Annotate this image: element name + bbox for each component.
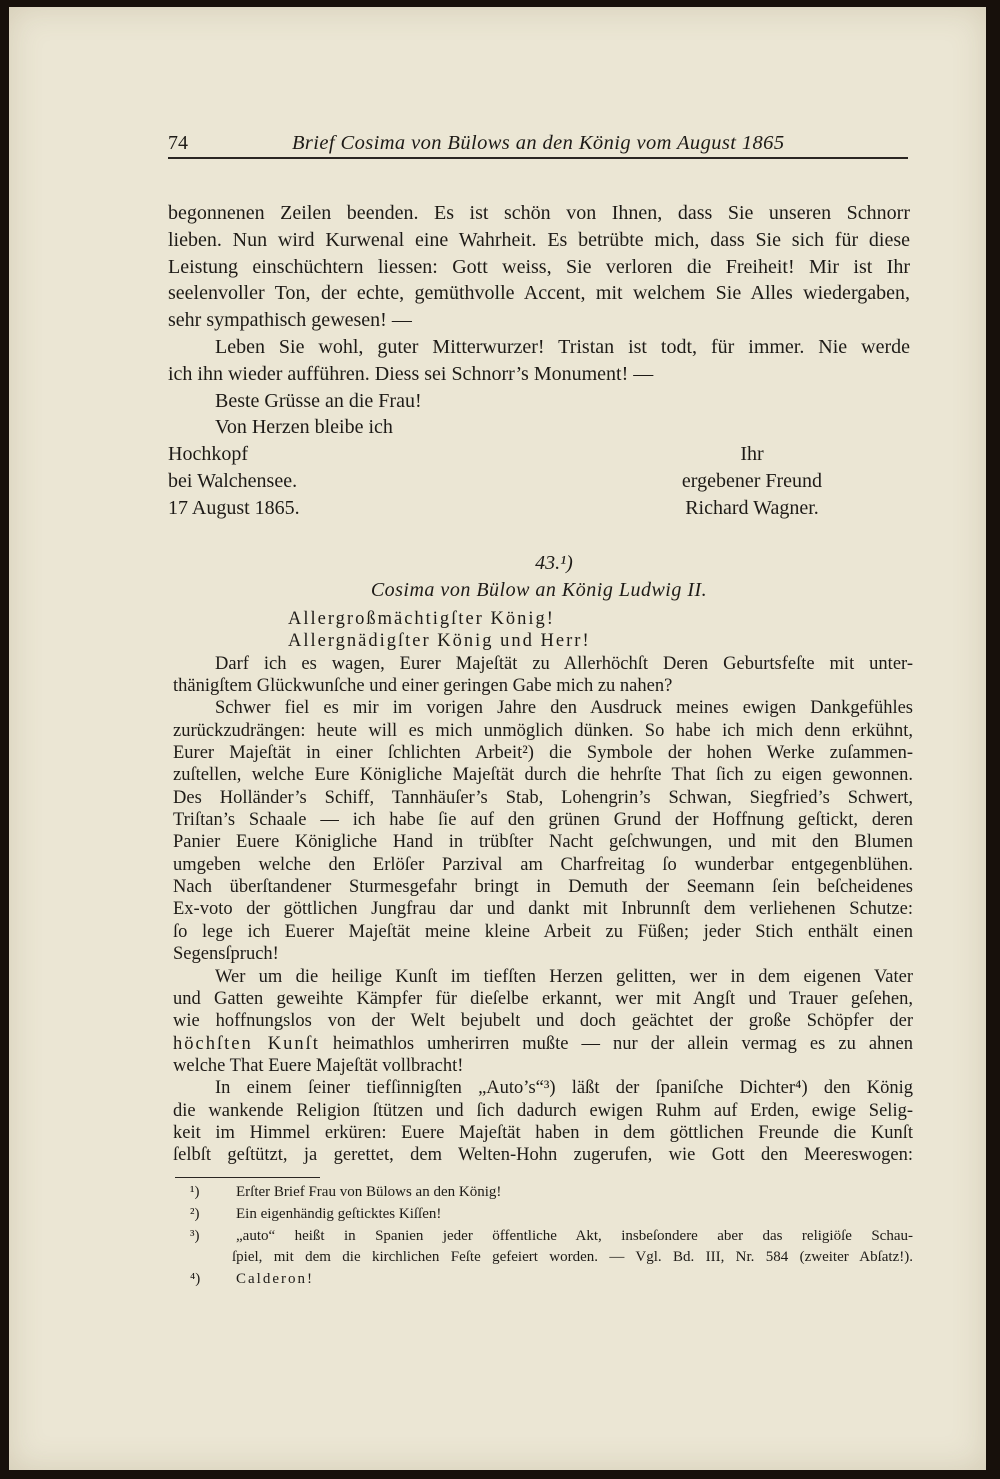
text-line: die wankende Religion ſtützen und ſich dadurch ewigen Ruhm auf Erden, ewige Selig- <box>173 1100 913 1121</box>
text-line: thänigſtem Glückwunſche und einer geringen Gabe mich zu nahen? <box>173 676 673 697</box>
footnote <box>190 1226 913 1248</box>
letter-number: 43.¹) <box>535 552 573 574</box>
text-line: Darf ich es wagen, Eurer Majeſtät zu Allerhöchſt Deren Geburtsfeſte mit unter- <box>215 653 913 674</box>
header-rule <box>168 157 908 159</box>
running-title: Brief Cosima von Bülows an den König vom August 1865 <box>292 132 785 154</box>
text-line: keit im Himmel erküren: Euere Majeſtät haben in dem göttlichen Freunde die Kunſt <box>173 1122 913 1143</box>
text-line: ich ihn wieder aufführen. Diess sei Schnorr’s Monument! — <box>168 362 654 385</box>
text-line: und Gatten geweihte Kämpfer für dieſelbe erkannt, wer mit Angſt und Trauer geſehen, <box>173 988 913 1009</box>
footnote-text: Ein eigenhändig geſticktes Kiſſen! <box>236 1205 442 1222</box>
text-line: Segensſpruch! <box>173 944 279 965</box>
place-date: 17 August 1865. <box>168 496 300 519</box>
letter-body <box>173 608 913 1167</box>
signature: ergebener Freund <box>681 469 823 492</box>
text-line: Panier Euere Königliche Hand in trübſter Nacht geſchwungen, und mit den Blumen <box>173 832 913 853</box>
text-line: sehr sympathisch gewesen! — <box>168 309 412 332</box>
text-line: Leben Sie wohl, guter Mitterwurzer! Tristan ist todt, für immer. Nie werde <box>215 335 910 358</box>
text-line: ſelbſt geſtützt, ja gerettet, dem Welten-Hohn zugerufen, wie Gott den Meereswogen: <box>173 1145 913 1166</box>
footnote-text: Erſter Brief Frau von Bülows an den König! <box>236 1184 502 1200</box>
text-line: umgeben welche den Erlöſer Parzival am Charfreitag ſo wunderbar entgegenblühen. <box>173 854 913 875</box>
line-remainder: heimathlos umherirren mußte — nur der allein vermag es zu ahnen <box>332 1033 913 1054</box>
closing-row <box>168 468 910 495</box>
text-line: seelenvoller Ton, der echte, gemüthvolle Accent, mit welchem Sie Alles wiedergaben, <box>168 282 910 305</box>
footnote-text: „auto“ heißt in Spanien jeder öffentliche Akt, insbeſondere aber das religiöſe Schau- <box>236 1227 913 1244</box>
closing-row <box>168 441 910 468</box>
closing-formula: Von Herzen bleibe ich <box>215 416 393 439</box>
emphasized-words: höchſten Kunſt <box>173 1033 320 1054</box>
place-date: bei Walchensee. <box>168 469 298 492</box>
footnote-marker: ¹) <box>190 1184 200 1200</box>
text-line: zurückzudrängen: heute will es mich unmöglich dünken. So habe ich mich denn erkühnt, <box>173 720 913 741</box>
place-date: Hochkopf <box>168 443 248 466</box>
page-number: 74 <box>168 132 188 154</box>
text-line: Triſtan’s Schaale — ich habe ſie auf den grünen Grund der Hoffnung geſtickt, deren <box>173 810 913 831</box>
footnote-continuation <box>190 1247 913 1269</box>
footnote-marker: ⁴) <box>190 1271 201 1288</box>
text-line <box>173 1033 913 1055</box>
greeting: Beste Grüsse an die Frau! <box>215 389 422 412</box>
letter-heading: Cosima von Bülow an König Ludwig II. <box>370 579 708 601</box>
text-line: Des Holländer’s Schiff, Tannhäuſer’s Stab, Lohengrin’s Schwan, Siegfried’s Schwert, <box>173 787 913 808</box>
footnote-rule <box>175 1177 320 1178</box>
text-line: begonnenen Zeilen beenden. Es ist schön von Ihnen, dass Sie unseren Schnorr <box>168 202 910 224</box>
salutation: Allergnädigſter König und Herr! <box>288 631 591 652</box>
signature: Ihr <box>740 443 764 466</box>
footnote-text: Calderon! <box>236 1271 314 1288</box>
footnote <box>190 1269 913 1291</box>
text-line: In einem ſeiner tiefſinnigſten „Auto’s“³) läßt der ſpaniſche Dichter⁴) den König <box>215 1078 913 1099</box>
text-line: lieben. Nun wird Kurwenal eine Wahrheit. Es betrübte mich, dass Sie sich für diese <box>168 228 910 251</box>
signature: Richard Wagner. <box>685 496 819 519</box>
footnote-marker: ³) <box>190 1227 200 1244</box>
text-line: Nach überſtandener Sturmesgefahr bringt in Demuth der Seemann ſein beſcheidenes <box>173 877 913 898</box>
text-line: zuſtellen, welche Eure Königliche Majeſtät durch die hehrſte That ſich zu eigen gewonnen. <box>173 765 913 786</box>
closing-row <box>168 495 910 522</box>
text-line: wie hoffnungslos von der Welt bejubelt und doch geächtet der große Schöpfer der <box>173 1011 913 1032</box>
text-line: Wer um die heilige Kunſt im tiefſten Herzen gelitten, wer in dem eigenen Vater <box>215 966 913 987</box>
footnote-marker: ²) <box>190 1205 200 1222</box>
previous-letter-ending <box>168 200 910 522</box>
text-line: Leistung einschüchtern liessen: Gott weiss, Sie verloren die Freiheit! Mir ist Ihr <box>168 255 910 278</box>
text-line: Ex-voto der göttlichen Jungfrau dar und dankt mit Inbrunnſt dem verliehenen Schutze: <box>173 899 913 920</box>
text-line: Eurer Majeſtät in einer ſchlichten Arbeit²) die Symbole der hohen Werke zuſammen- <box>173 743 913 764</box>
salutation: Allergroßmächtigſter König! <box>288 609 555 629</box>
footnote <box>190 1204 913 1226</box>
footnote <box>190 1182 913 1204</box>
text-line: Schwer fiel es mir im vorigen Jahre den Ausdruck meines ewigen Dankgefühles <box>215 698 913 719</box>
footnotes <box>190 1182 913 1291</box>
footnote-text: ſpiel, mit dem die kirchlichen Feſte gefeiert worden. — Vgl. Bd. III, Nr. 584 (zweiter Abſatz!). <box>232 1249 913 1266</box>
text-line: welche That Euere Majeſtät vollbracht! <box>173 1055 464 1076</box>
text-line: ſo lege ich Euerer Majeſtät meine kleine Arbeit zu Füßen; jeder Stich enthält einen <box>173 921 913 942</box>
